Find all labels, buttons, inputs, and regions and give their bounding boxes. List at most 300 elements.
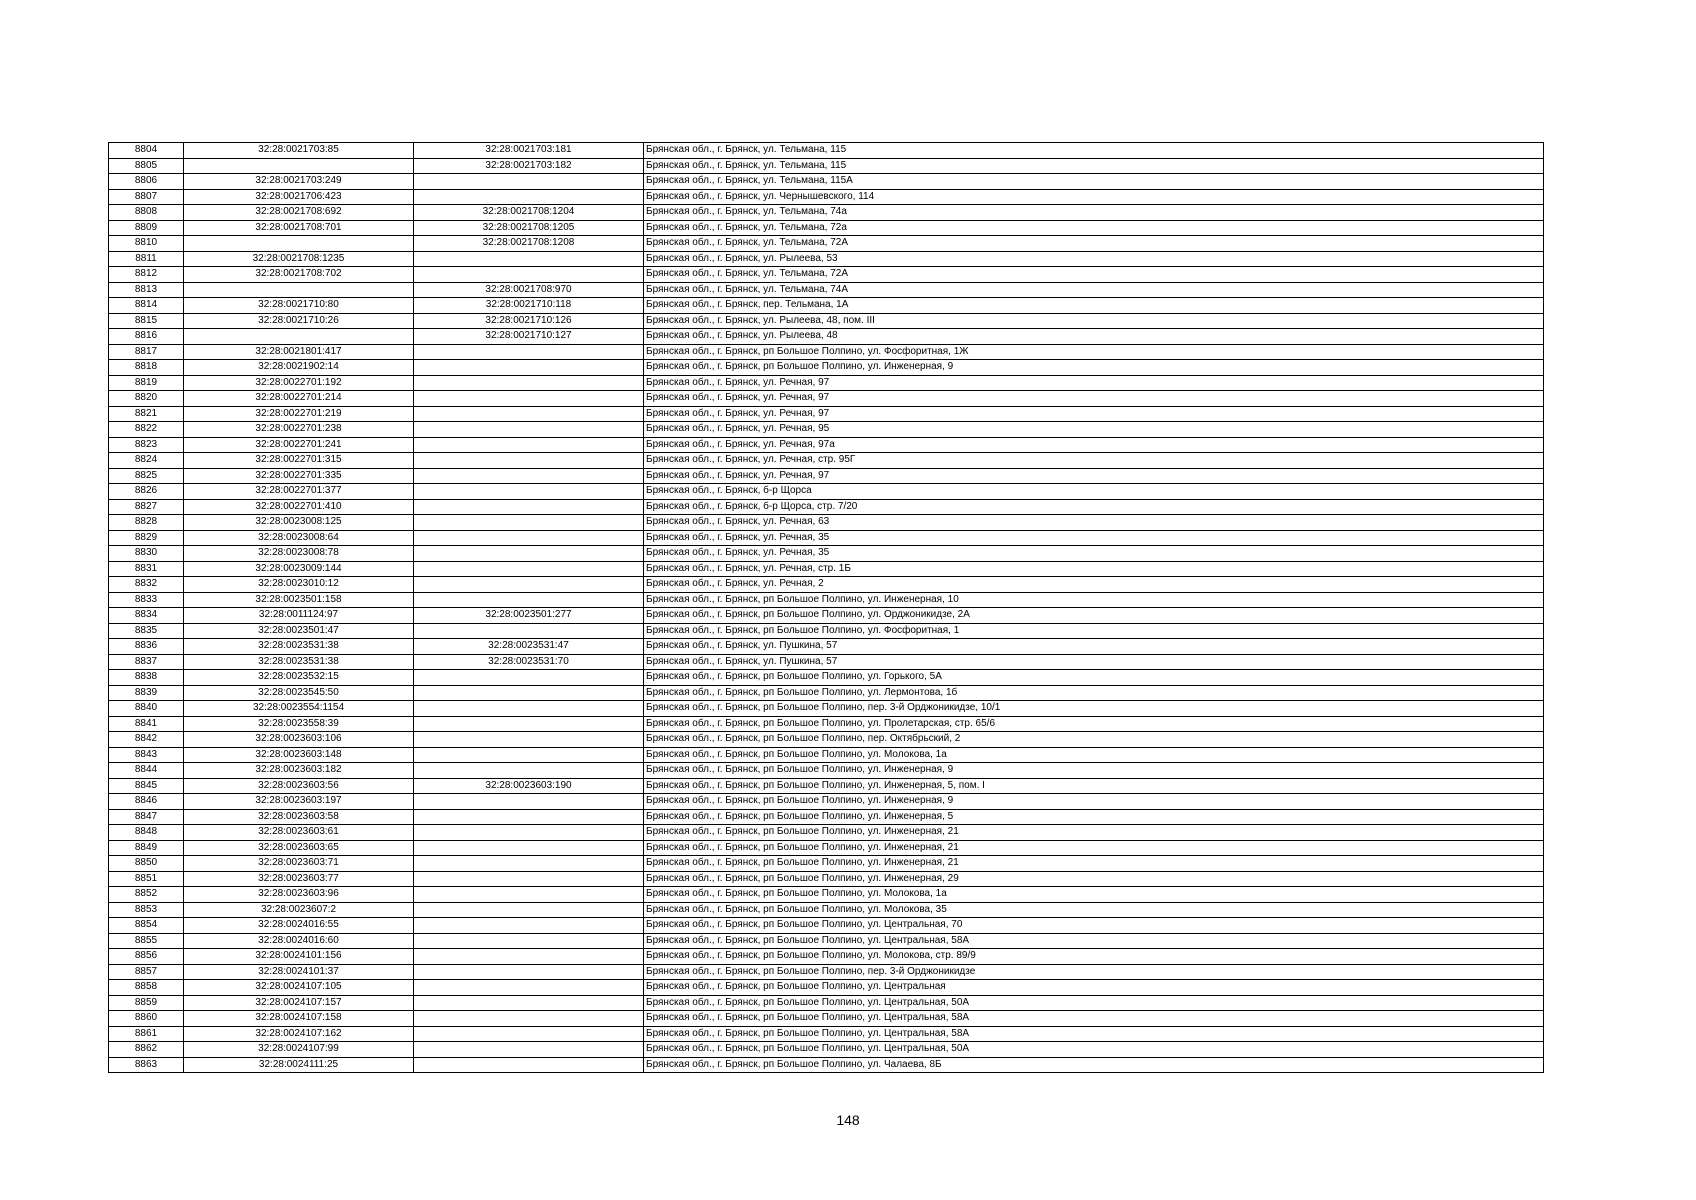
table-row	[109, 592, 1544, 608]
row-number-cell: 8844	[109, 763, 184, 779]
cadastral-number-cell: 32:28:0023603:71	[184, 856, 414, 872]
cadastral-number-cell: 32:28:0022701:315	[184, 453, 414, 469]
related-cadastral-cell	[414, 174, 644, 190]
cadastral-number-cell: 32:28:0023607:2	[184, 902, 414, 918]
table-row	[109, 825, 1544, 841]
address-cell: Брянская обл., г. Брянск, ул. Речная, 35	[644, 530, 1544, 546]
related-cadastral-cell	[414, 747, 644, 763]
related-cadastral-cell	[414, 406, 644, 422]
related-cadastral-cell: 32:28:0021708:970	[414, 282, 644, 298]
cadastral-number-cell: 32:28:0024101:37	[184, 964, 414, 980]
table-row	[109, 608, 1544, 624]
row-number-cell: 8855	[109, 933, 184, 949]
table-row	[109, 732, 1544, 748]
table-row	[109, 701, 1544, 717]
row-number-cell: 8806	[109, 174, 184, 190]
row-number-cell: 8831	[109, 561, 184, 577]
table-row	[109, 623, 1544, 639]
address-cell: Брянская обл., г. Брянск, ул. Речная, 63	[644, 515, 1544, 531]
cadastral-number-cell: 32:28:0023603:61	[184, 825, 414, 841]
table-row	[109, 298, 1544, 314]
cadastral-number-cell: 32:28:0021703:249	[184, 174, 414, 190]
row-number-cell: 8851	[109, 871, 184, 887]
address-cell: Брянская обл., г. Брянск, б-р Щорса, стр. 7/20	[644, 499, 1544, 515]
cadastral-number-cell: 32:28:0023531:38	[184, 639, 414, 655]
row-number-cell: 8859	[109, 995, 184, 1011]
row-number-cell: 8812	[109, 267, 184, 283]
related-cadastral-cell	[414, 1026, 644, 1042]
address-cell: Брянская обл., г. Брянск, рп Большое Полпино, ул. Инженерная, 21	[644, 825, 1544, 841]
cadastral-number-cell: 32:28:0023008:125	[184, 515, 414, 531]
row-number-cell: 8819	[109, 375, 184, 391]
row-number-cell: 8853	[109, 902, 184, 918]
related-cadastral-cell	[414, 995, 644, 1011]
related-cadastral-cell	[414, 933, 644, 949]
row-number-cell: 8857	[109, 964, 184, 980]
related-cadastral-cell	[414, 499, 644, 515]
address-cell: Брянская обл., г. Брянск, рп Большое Полпино, ул. Фосфоритная, 1	[644, 623, 1544, 639]
row-number-cell: 8816	[109, 329, 184, 345]
related-cadastral-cell	[414, 546, 644, 562]
related-cadastral-cell	[414, 1057, 644, 1073]
cadastral-number-cell: 32:28:0023603:65	[184, 840, 414, 856]
table-row	[109, 887, 1544, 903]
cadastral-number-cell: 32:28:0021706:423	[184, 189, 414, 205]
related-cadastral-cell	[414, 716, 644, 732]
row-number-cell: 8817	[109, 344, 184, 360]
cadastral-number-cell: 32:28:0023558:39	[184, 716, 414, 732]
row-number-cell: 8826	[109, 484, 184, 500]
row-number-cell: 8845	[109, 778, 184, 794]
address-cell: Брянская обл., г. Брянск, рп Большое Полпино, ул. Центральная, 50А	[644, 995, 1544, 1011]
table-row	[109, 577, 1544, 593]
row-number-cell: 8858	[109, 980, 184, 996]
address-cell: Брянская обл., г. Брянск, рп Большое Полпино, ул. Инженерная, 21	[644, 840, 1544, 856]
related-cadastral-cell	[414, 918, 644, 934]
table-row	[109, 980, 1544, 996]
row-number-cell: 8861	[109, 1026, 184, 1042]
row-number-cell: 8827	[109, 499, 184, 515]
address-cell: Брянская обл., г. Брянск, рп Большое Полпино, ул. Инженерная, 9	[644, 360, 1544, 376]
row-number-cell: 8808	[109, 205, 184, 221]
row-number-cell: 8829	[109, 530, 184, 546]
address-cell: Брянская обл., г. Брянск, ул. Речная, 97	[644, 375, 1544, 391]
address-cell: Брянская обл., г. Брянск, рп Большое Полпино, ул. Орджоникидзе, 2А	[644, 608, 1544, 624]
address-cell: Брянская обл., г. Брянск, рп Большое Полпино, ул. Инженерная, 5	[644, 809, 1544, 825]
table-row	[109, 360, 1544, 376]
cadastral-number-cell: 32:28:0022701:214	[184, 391, 414, 407]
address-cell: Брянская обл., г. Брянск, ул. Тельмана, 72А	[644, 267, 1544, 283]
address-cell: Брянская обл., г. Брянск, ул. Тельмана, 72а	[644, 220, 1544, 236]
address-cell: Брянская обл., г. Брянск, рп Большое Полпино, ул. Центральная, 58А	[644, 1026, 1544, 1042]
address-cell: Брянская обл., г. Брянск, рп Большое Полпино, ул. Центральная, 70	[644, 918, 1544, 934]
address-cell: Брянская обл., г. Брянск, ул. Речная, 2	[644, 577, 1544, 593]
cadastral-number-cell: 32:28:0022701:219	[184, 406, 414, 422]
cadastral-number-cell: 32:28:0024107:99	[184, 1042, 414, 1058]
row-number-cell: 8824	[109, 453, 184, 469]
row-number-cell: 8841	[109, 716, 184, 732]
cadastral-number-cell: 32:28:0011124:97	[184, 608, 414, 624]
table-row	[109, 453, 1544, 469]
table-row	[109, 871, 1544, 887]
related-cadastral-cell	[414, 809, 644, 825]
table-row	[109, 918, 1544, 934]
row-number-cell: 8842	[109, 732, 184, 748]
row-number-cell: 8854	[109, 918, 184, 934]
cadastral-number-cell: 32:28:0022701:335	[184, 468, 414, 484]
table-row	[109, 995, 1544, 1011]
address-cell: Брянская обл., г. Брянск, ул. Речная, стр. 1Б	[644, 561, 1544, 577]
related-cadastral-cell	[414, 375, 644, 391]
row-number-cell: 8813	[109, 282, 184, 298]
table-row	[109, 468, 1544, 484]
table-row	[109, 964, 1544, 980]
related-cadastral-cell	[414, 685, 644, 701]
related-cadastral-cell: 32:28:0021708:1204	[414, 205, 644, 221]
address-cell: Брянская обл., г. Брянск, рп Большое Полпино, пер. 3-й Орджоникидзе, 10/1	[644, 701, 1544, 717]
row-number-cell: 8823	[109, 437, 184, 453]
related-cadastral-cell	[414, 561, 644, 577]
cadastral-number-cell: 32:28:0024101:156	[184, 949, 414, 965]
related-cadastral-cell	[414, 484, 644, 500]
related-cadastral-cell	[414, 949, 644, 965]
cadastral-number-cell: 32:28:0021710:80	[184, 298, 414, 314]
address-cell: Брянская обл., г. Брянск, рп Большое Полпино, пер. Октябрьский, 2	[644, 732, 1544, 748]
related-cadastral-cell	[414, 453, 644, 469]
table-row	[109, 561, 1544, 577]
table-row	[109, 747, 1544, 763]
table-row	[109, 530, 1544, 546]
table-row	[109, 840, 1544, 856]
table-row	[109, 143, 1544, 159]
row-number-cell: 8821	[109, 406, 184, 422]
address-cell: Брянская обл., г. Брянск, ул. Речная, 97	[644, 406, 1544, 422]
table-row	[109, 1042, 1544, 1058]
row-number-cell: 8856	[109, 949, 184, 965]
cadastral-number-cell: 32:28:0024107:162	[184, 1026, 414, 1042]
related-cadastral-cell	[414, 577, 644, 593]
table-row	[109, 251, 1544, 267]
cadastral-number-cell: 32:28:0023603:182	[184, 763, 414, 779]
table-row	[109, 902, 1544, 918]
cadastral-number-cell: 32:28:0023603:106	[184, 732, 414, 748]
related-cadastral-cell	[414, 902, 644, 918]
address-cell: Брянская обл., г. Брянск, ул. Речная, 97а	[644, 437, 1544, 453]
cadastral-number-cell: 32:28:0023532:15	[184, 670, 414, 686]
address-cell: Брянская обл., г. Брянск, ул. Пушкина, 57	[644, 639, 1544, 655]
address-cell: Брянская обл., г. Брянск, рп Большое Полпино, ул. Центральная, 58А	[644, 933, 1544, 949]
related-cadastral-cell	[414, 251, 644, 267]
cadastral-number-cell: 32:28:0023501:47	[184, 623, 414, 639]
table-row	[109, 236, 1544, 252]
related-cadastral-cell	[414, 468, 644, 484]
row-number-cell: 8838	[109, 670, 184, 686]
related-cadastral-cell: 32:28:0021703:181	[414, 143, 644, 159]
cadastral-number-cell: 32:28:0024107:105	[184, 980, 414, 996]
address-cell: Брянская обл., г. Брянск, рп Большое Полпино, ул. Инженерная, 9	[644, 794, 1544, 810]
row-number-cell: 8818	[109, 360, 184, 376]
related-cadastral-cell: 32:28:0023531:47	[414, 639, 644, 655]
address-cell: Брянская обл., г. Брянск, б-р Щорса	[644, 484, 1544, 500]
related-cadastral-cell	[414, 189, 644, 205]
related-cadastral-cell	[414, 732, 644, 748]
table-row	[109, 220, 1544, 236]
table-row	[109, 809, 1544, 825]
related-cadastral-cell: 32:28:0023531:70	[414, 654, 644, 670]
address-cell: Брянская обл., г. Брянск, рп Большое Полпино, ул. Пролетарская, стр. 65/6	[644, 716, 1544, 732]
related-cadastral-cell	[414, 840, 644, 856]
row-number-cell: 8832	[109, 577, 184, 593]
related-cadastral-cell: 32:28:0021710:127	[414, 329, 644, 345]
related-cadastral-cell	[414, 670, 644, 686]
row-number-cell: 8837	[109, 654, 184, 670]
address-cell: Брянская обл., г. Брянск, ул. Чернышевского, 114	[644, 189, 1544, 205]
row-number-cell: 8840	[109, 701, 184, 717]
cadastral-number-cell: 32:28:0023554:1154	[184, 701, 414, 717]
row-number-cell: 8815	[109, 313, 184, 329]
table-row	[109, 267, 1544, 283]
address-cell: Брянская обл., г. Брянск, рп Большое Полпино, ул. Горького, 5А	[644, 670, 1544, 686]
address-cell: Брянская обл., г. Брянск, ул. Рылеева, 48	[644, 329, 1544, 345]
table-row	[109, 422, 1544, 438]
table-row	[109, 546, 1544, 562]
table-row	[109, 499, 1544, 515]
table-row	[109, 1057, 1544, 1073]
table-row	[109, 949, 1544, 965]
address-cell: Брянская обл., г. Брянск, рп Большое Полпино, ул. Молокова, 35	[644, 902, 1544, 918]
cadastral-number-cell: 32:28:0024016:55	[184, 918, 414, 934]
page-number: 148	[836, 1112, 860, 1128]
cadastral-number-cell	[184, 236, 414, 252]
related-cadastral-cell	[414, 422, 644, 438]
cadastral-number-cell: 32:28:0021710:26	[184, 313, 414, 329]
address-cell: Брянская обл., г. Брянск, пер. Тельмана, 1А	[644, 298, 1544, 314]
row-number-cell: 8850	[109, 856, 184, 872]
address-cell: Брянская обл., г. Брянск, рп Большое Полпино, ул. Инженерная, 9	[644, 763, 1544, 779]
row-number-cell: 8805	[109, 158, 184, 174]
address-cell: Брянская обл., г. Брянск, ул. Речная, 97	[644, 391, 1544, 407]
row-number-cell: 8833	[109, 592, 184, 608]
address-cell: Брянская обл., г. Брянск, ул. Речная, 97	[644, 468, 1544, 484]
table-row	[109, 778, 1544, 794]
related-cadastral-cell	[414, 1011, 644, 1027]
related-cadastral-cell	[414, 964, 644, 980]
row-number-cell: 8847	[109, 809, 184, 825]
cadastral-number-cell: 32:28:0023603:77	[184, 871, 414, 887]
related-cadastral-cell	[414, 887, 644, 903]
row-number-cell: 8822	[109, 422, 184, 438]
cadastral-number-cell: 32:28:0021708:692	[184, 205, 414, 221]
table-row	[109, 174, 1544, 190]
related-cadastral-cell: 32:28:0023603:190	[414, 778, 644, 794]
table-row	[109, 685, 1544, 701]
address-cell: Брянская обл., г. Брянск, рп Большое Полпино, ул. Центральная, 50А	[644, 1042, 1544, 1058]
cadastral-number-cell: 32:28:0023009:144	[184, 561, 414, 577]
related-cadastral-cell	[414, 437, 644, 453]
address-cell: Брянская обл., г. Брянск, ул. Рылеева, 53	[644, 251, 1544, 267]
row-number-cell: 8820	[109, 391, 184, 407]
row-number-cell: 8839	[109, 685, 184, 701]
table-row	[109, 654, 1544, 670]
table-row	[109, 282, 1544, 298]
row-number-cell: 8804	[109, 143, 184, 159]
cadastral-number-cell	[184, 282, 414, 298]
related-cadastral-cell: 32:28:0021708:1205	[414, 220, 644, 236]
related-cadastral-cell	[414, 763, 644, 779]
table-row	[109, 344, 1544, 360]
row-number-cell: 8849	[109, 840, 184, 856]
related-cadastral-cell	[414, 871, 644, 887]
row-number-cell: 8863	[109, 1057, 184, 1073]
address-cell: Брянская обл., г. Брянск, ул. Тельмана, 74а	[644, 205, 1544, 221]
address-cell: Брянская обл., г. Брянск, рп Большое Полпино, ул. Лермонтова, 1б	[644, 685, 1544, 701]
cadastral-number-cell: 32:28:0021708:702	[184, 267, 414, 283]
address-cell: Брянская обл., г. Брянск, рп Большое Полпино, ул. Фосфоритная, 1Ж	[644, 344, 1544, 360]
table-row	[109, 406, 1544, 422]
related-cadastral-cell	[414, 980, 644, 996]
cadastral-number-cell: 32:28:0021708:1235	[184, 251, 414, 267]
cadastral-number-cell: 32:28:0021801:417	[184, 344, 414, 360]
related-cadastral-cell	[414, 825, 644, 841]
address-cell: Брянская обл., г. Брянск, рп Большое Полпино, ул. Инженерная, 10	[644, 592, 1544, 608]
row-number-cell: 8848	[109, 825, 184, 841]
table-row	[109, 375, 1544, 391]
table-row	[109, 391, 1544, 407]
cadastral-number-cell: 32:28:0024107:158	[184, 1011, 414, 1027]
address-cell: Брянская обл., г. Брянск, ул. Тельмана, 72А	[644, 236, 1544, 252]
cadastral-number-cell: 32:28:0023010:12	[184, 577, 414, 593]
related-cadastral-cell	[414, 701, 644, 717]
table-row	[109, 205, 1544, 221]
related-cadastral-cell	[414, 623, 644, 639]
address-cell: Брянская обл., г. Брянск, рп Большое Полпино, ул. Центральная	[644, 980, 1544, 996]
row-number-cell: 8825	[109, 468, 184, 484]
row-number-cell: 8828	[109, 515, 184, 531]
cadastral-number-cell: 32:28:0024111:25	[184, 1057, 414, 1073]
cadastral-number-cell: 32:28:0023603:56	[184, 778, 414, 794]
table-row	[109, 716, 1544, 732]
table-row	[109, 437, 1544, 453]
cadastral-number-cell: 32:28:0023603:148	[184, 747, 414, 763]
property-table	[108, 142, 1544, 1073]
related-cadastral-cell	[414, 344, 644, 360]
table-row	[109, 484, 1544, 500]
row-number-cell: 8836	[109, 639, 184, 655]
address-cell: Брянская обл., г. Брянск, ул. Речная, 35	[644, 546, 1544, 562]
table-row	[109, 794, 1544, 810]
cadastral-number-cell: 32:28:0021902:14	[184, 360, 414, 376]
table-row	[109, 670, 1544, 686]
related-cadastral-cell	[414, 592, 644, 608]
cadastral-number-cell: 32:28:0022701:238	[184, 422, 414, 438]
address-cell: Брянская обл., г. Брянск, рп Большое Полпино, пер. 3-й Орджоникидзе	[644, 964, 1544, 980]
address-cell: Брянская обл., г. Брянск, рп Большое Полпино, ул. Молокова, стр. 89/9	[644, 949, 1544, 965]
cadastral-number-cell	[184, 329, 414, 345]
cadastral-number-cell: 32:28:0024107:157	[184, 995, 414, 1011]
related-cadastral-cell: 32:28:0021703:182	[414, 158, 644, 174]
address-cell: Брянская обл., г. Брянск, ул. Тельмана, 115А	[644, 174, 1544, 190]
address-cell: Брянская обл., г. Брянск, ул. Рылеева, 48, пом. III	[644, 313, 1544, 329]
address-cell: Брянская обл., г. Брянск, ул. Тельмана, 115	[644, 143, 1544, 159]
related-cadastral-cell: 32:28:0021710:118	[414, 298, 644, 314]
cadastral-number-cell: 32:28:0022701:192	[184, 375, 414, 391]
row-number-cell: 8862	[109, 1042, 184, 1058]
address-cell: Брянская обл., г. Брянск, рп Большое Полпино, ул. Молокова, 1а	[644, 747, 1544, 763]
cadastral-number-cell: 32:28:0023603:197	[184, 794, 414, 810]
address-cell: Брянская обл., г. Брянск, рп Большое Полпино, ул. Инженерная, 21	[644, 856, 1544, 872]
cadastral-number-cell	[184, 158, 414, 174]
row-number-cell: 8835	[109, 623, 184, 639]
row-number-cell: 8846	[109, 794, 184, 810]
cadastral-number-cell: 32:28:0023501:158	[184, 592, 414, 608]
row-number-cell: 8852	[109, 887, 184, 903]
row-number-cell: 8810	[109, 236, 184, 252]
table-row	[109, 763, 1544, 779]
row-number-cell: 8860	[109, 1011, 184, 1027]
address-cell: Брянская обл., г. Брянск, ул. Речная, стр. 95Г	[644, 453, 1544, 469]
table-row	[109, 639, 1544, 655]
cadastral-number-cell: 32:28:0023603:58	[184, 809, 414, 825]
address-cell: Брянская обл., г. Брянск, рп Большое Полпино, ул. Центральная, 58А	[644, 1011, 1544, 1027]
cadastral-number-cell: 32:28:0022701:241	[184, 437, 414, 453]
row-number-cell: 8807	[109, 189, 184, 205]
related-cadastral-cell: 32:28:0023501:277	[414, 608, 644, 624]
address-cell: Брянская обл., г. Брянск, ул. Пушкина, 57	[644, 654, 1544, 670]
table-row	[109, 189, 1544, 205]
related-cadastral-cell	[414, 267, 644, 283]
cadastral-number-cell: 32:28:0022701:410	[184, 499, 414, 515]
table-row	[109, 1026, 1544, 1042]
address-cell: Брянская обл., г. Брянск, рп Большое Полпино, ул. Инженерная, 5, пом. I	[644, 778, 1544, 794]
cadastral-number-cell: 32:28:0022701:377	[184, 484, 414, 500]
table-row	[109, 1011, 1544, 1027]
table-body	[109, 143, 1544, 1073]
row-number-cell: 8814	[109, 298, 184, 314]
row-number-cell: 8843	[109, 747, 184, 763]
related-cadastral-cell	[414, 794, 644, 810]
address-cell: Брянская обл., г. Брянск, рп Большое Полпино, ул. Молокова, 1а	[644, 887, 1544, 903]
row-number-cell: 8811	[109, 251, 184, 267]
row-number-cell: 8809	[109, 220, 184, 236]
table-row	[109, 329, 1544, 345]
table-row	[109, 933, 1544, 949]
cadastral-number-cell: 32:28:0023603:96	[184, 887, 414, 903]
related-cadastral-cell	[414, 530, 644, 546]
table-row	[109, 515, 1544, 531]
address-cell: Брянская обл., г. Брянск, ул. Тельмана, 74А	[644, 282, 1544, 298]
table-row	[109, 158, 1544, 174]
related-cadastral-cell	[414, 1042, 644, 1058]
cadastral-number-cell: 32:28:0021708:701	[184, 220, 414, 236]
row-number-cell: 8830	[109, 546, 184, 562]
address-cell: Брянская обл., г. Брянск, рп Большое Полпино, ул. Инженерная, 29	[644, 871, 1544, 887]
related-cadastral-cell: 32:28:0021708:1208	[414, 236, 644, 252]
table-row	[109, 856, 1544, 872]
cadastral-number-cell: 32:28:0024016:60	[184, 933, 414, 949]
row-number-cell: 8834	[109, 608, 184, 624]
cadastral-number-cell: 32:28:0023545:50	[184, 685, 414, 701]
cadastral-number-cell: 32:28:0023008:64	[184, 530, 414, 546]
related-cadastral-cell	[414, 515, 644, 531]
related-cadastral-cell: 32:28:0021710:126	[414, 313, 644, 329]
address-cell: Брянская обл., г. Брянск, ул. Речная, 95	[644, 422, 1544, 438]
related-cadastral-cell	[414, 856, 644, 872]
related-cadastral-cell	[414, 391, 644, 407]
address-cell: Брянская обл., г. Брянск, рп Большое Полпино, ул. Чалаева, 8Б	[644, 1057, 1544, 1073]
cadastral-number-cell: 32:28:0021703:85	[184, 143, 414, 159]
related-cadastral-cell	[414, 360, 644, 376]
table-row	[109, 313, 1544, 329]
